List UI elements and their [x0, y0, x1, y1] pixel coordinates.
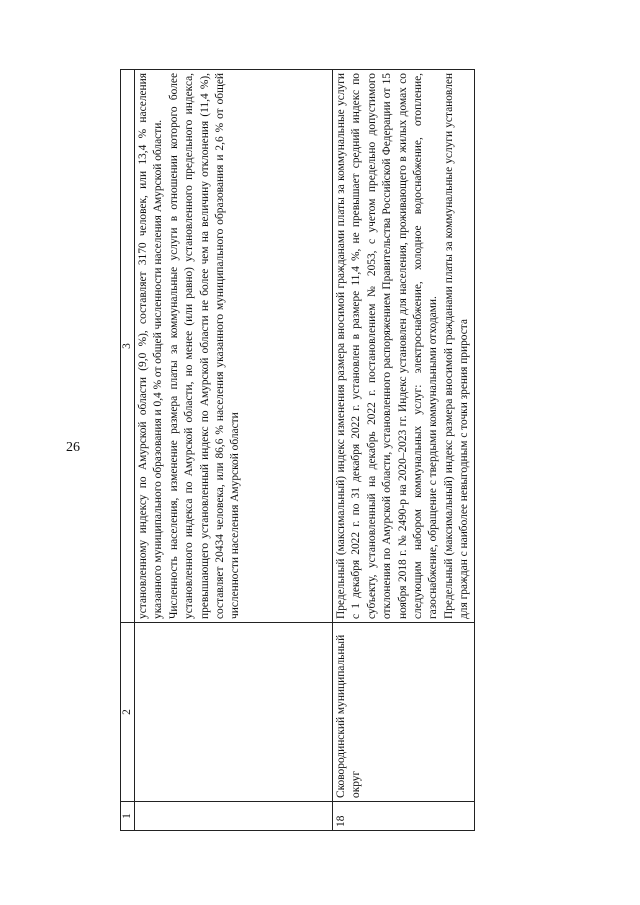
table-row: [135, 70, 333, 831]
description-paragraph: Предельный (максимальный) индекс изменения размера вносимой гражданами платы за коммунальные услуги с 1 декабря 2022 г. по 31 декабря 2022 г. установлен в размере 11,4 %, не превышает средний индекс по субъекту, установленный на декабрь 2022 г. постановлением № 2053, с учетом предельно допустимого отклонения по Амурской области, установленного распоряжением Правительства Российской Федерации от 15 ноября 2018 г. № 2490-р на 2020–2023 гг. Индекс установлен для населения, проживающего в жилых домах со следующим набором коммунальных услуг: электроснабжение, холодное водоснабжение, отопление, газоснабжение, обращение с твердыми коммунальными отходами.: [335, 73, 440, 619]
row-number-cell: 18: [333, 802, 475, 831]
municipality-cell: Сковородинский муниципальный округ: [333, 623, 475, 802]
row-number-cell: [135, 802, 333, 831]
description-paragraph: Численность населения, изменение размера платы за коммунальные услуги в отношении которого более установленного индекса по Амурской области, но менее (или равно) установленного предельного индекса, превышающего установленный индекс по Амурской области не более чем на величину отклонения (11,4 %), составляет 20434 человека, или 86,6 % населения указанного муниципального образования и 2,6 % от общей численности населения Амурской области: [167, 73, 242, 619]
description-cell: [135, 70, 333, 623]
page-number: 26: [66, 440, 80, 455]
description-paragraph: установленному индексу по Амурской области (9,0 %), составляет 3170 человек, или 13,4 % населения указанного муниципального образования и 0,4 % от общей численности населения Амурской области.: [137, 73, 165, 619]
column-header-3: 3: [121, 70, 135, 623]
description-paragraph: Предельный (максимальный) индекс размера вносимой гражданами платы за коммунальные услуги установлен для граждан с наиболее невыгодным с точки зрения прироста: [442, 73, 471, 619]
rotated-table-container: [120, 73, 522, 831]
column-header-1: 1: [121, 802, 135, 831]
table-row: [333, 70, 475, 831]
description-cell: [333, 70, 475, 623]
data-table: [120, 69, 475, 831]
municipality-cell: [135, 623, 333, 802]
column-header-2: 2: [121, 623, 135, 802]
table-header-row: [121, 70, 135, 831]
